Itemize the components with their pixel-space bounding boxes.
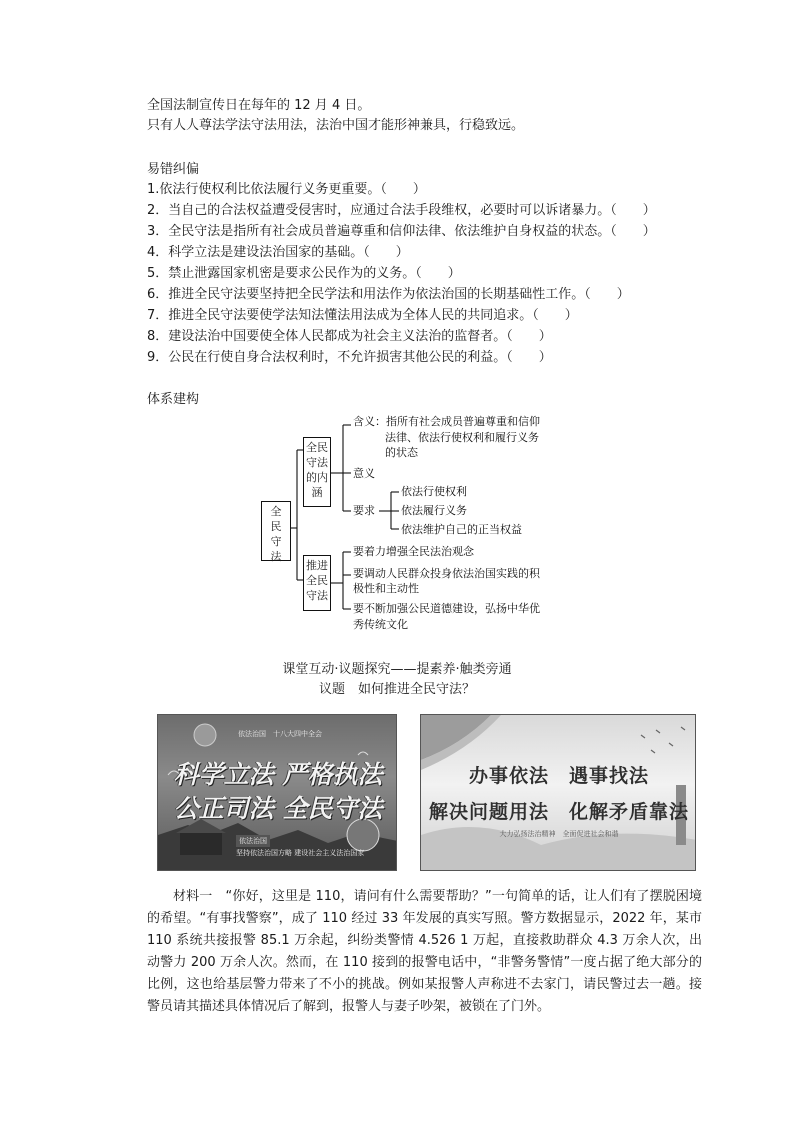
promote-item-2-line-2: 极性和主动性 (353, 582, 419, 595)
banner2-small-text: 大力弘扬法治精神 全面促进社会和谐 (499, 830, 619, 838)
requirement-item-1: 依法行使权利 (401, 485, 467, 498)
banner1-line-2: 公正司法 全民守法 (173, 794, 383, 823)
banner1-top-text: 依法治国 十八大四中全会 (238, 730, 322, 738)
intro-line-2: 只有人人尊法学法守法用法，法治中国才能形神兼具，行稳致远。 (147, 118, 525, 133)
banner1-bottom-text: 坚持依法治国方略 建设社会主义法治国家 (236, 849, 365, 857)
diagram-branch1-box (303, 437, 331, 507)
diagram-root-box (261, 501, 291, 561)
error-item-3: 3．全民守法是指所有社会成员普遍尊重和信仰法律、依法维护自身权益的状态。（ ） (147, 224, 656, 239)
requirement-item-3: 依法维护自己的正当权益 (401, 523, 522, 536)
promote-item-3-line-2: 秀传统文化 (353, 618, 408, 631)
error-item-4: 4．科学立法是建设法治国家的基础。（ ） (147, 245, 409, 260)
diagram-branch2-label: 推进全民守法 (306, 559, 328, 602)
error-item-7: 7．推进全民守法要使学法知法懂法用法成为全体人民的共同追求。（ ） (147, 308, 578, 323)
banner1-badge: 依法治国 (236, 835, 270, 847)
significance-label: 意义 (353, 467, 375, 480)
system-heading: 体系建构 (147, 392, 200, 407)
promote-item-1: 要着力增强全民法治观念 (353, 545, 474, 558)
requirement-label: 要求 (353, 504, 375, 517)
law-banner-image-1 (157, 714, 397, 871)
requirement-item-2: 依法履行义务 (401, 504, 467, 517)
error-item-1: 1.依法行使权利比依法履行义务更重要。（ ） (147, 182, 426, 197)
errors-heading: 易错纠偏 (147, 162, 200, 177)
diagram-root-label: 全民守法 (270, 505, 282, 563)
material-one-paragraph: 材料一 “你好，这里是 110，请问有什么需要帮助？”一句简单的话，让人们有了摆脱困境的希望。“有事找警察”，成了 110 经过 33 年发展的真实写照。警方数据显示，2022 年，某市 110 系统共接报警 85.1 万余起，纠纷类警情 4.526 1 万起，直接救助群众 4.3 万余人次，出动警力 200 万余人次。然而，在 110 接到的报警电话中，“非警务警情”一度占据了绝大部分的比例，这也给基层警力带来了不小的挑战。例如某报警人声称进不去家门，请民警过去一趟。接警员请其描述具体情况后了解到，报警人与妻子吵架，被锁在了门外。 (147, 889, 702, 1014)
error-item-6: 6．推进全民守法要坚持把全民学法和用法作为依法治国的长期基础性工作。（ ） (147, 287, 630, 302)
law-banner-image-2 (420, 714, 696, 871)
promote-item-2-line-1: 要调动人民群众投身依法治国实践的积 (353, 567, 540, 580)
meaning-line-1: 含义：指所有社会成员普遍尊重和信仰 (353, 415, 540, 428)
error-item-9: 9．公民在行使自身合法权利时，不允许损害其他公民的利益。（ ） (147, 350, 552, 365)
banner2-line-1: 办事依法 遇事找法 (468, 765, 649, 787)
banner1-line-1: 科学立法 严格执法 (173, 760, 383, 789)
diagram-branch2-box (303, 555, 331, 611)
banner2-line-2: 解决问题用法 化解矛盾靠法 (428, 801, 689, 823)
diagram-branch1-label: 全民守法的内涵 (306, 441, 328, 499)
promote-item-3-line-1: 要不断加强公民道德建设，弘扬中华优 (353, 602, 540, 615)
class-section-title: 课堂互动·议题探究——提素养·触类旁通 (282, 662, 512, 677)
error-item-8: 8．建设法治中国要使全体人民都成为社会主义法治的监督者。（ ） (147, 329, 552, 344)
meaning-line-3: 的状态 (385, 446, 418, 459)
topic-title: 议题 如何推进全民守法？ (318, 682, 475, 697)
error-item-2: 2．当自己的合法权益遭受侵害时，应通过合法手段维权，必要时可以诉诸暴力。（ ） (147, 203, 656, 218)
meaning-line-2: 法律、依法行使权利和履行义务 (385, 431, 539, 444)
intro-line-1: 全国法制宣传日在每年的 12 月 4 日。 (147, 98, 371, 113)
banner2-decoration (421, 715, 696, 871)
concept-diagram (255, 405, 595, 640)
error-item-5: 5．禁止泄露国家机密是要求公民作为的义务。（ ） (147, 266, 461, 281)
